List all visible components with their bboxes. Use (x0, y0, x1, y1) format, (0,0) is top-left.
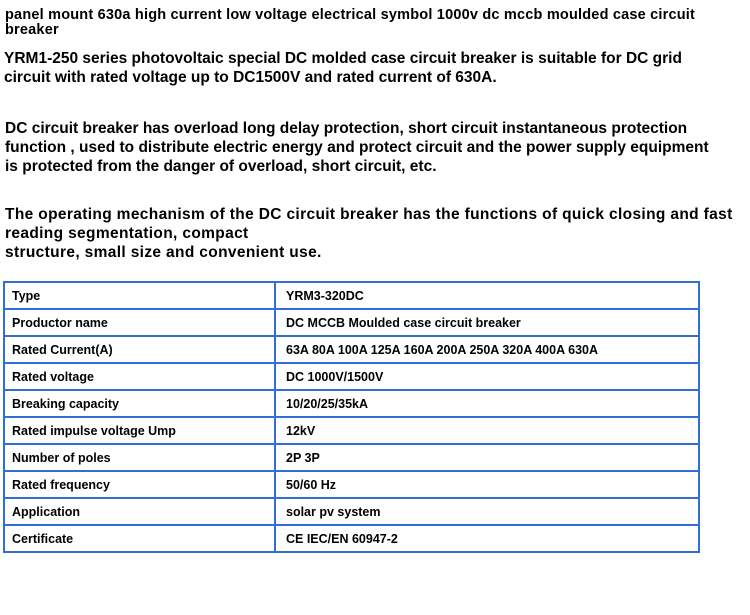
paragraph-line: structure, small size and convenient use. (5, 244, 322, 261)
spec-table (3, 281, 700, 553)
spec-value: 50/60 Hz (275, 471, 699, 498)
spec-label: Productor name (4, 309, 275, 336)
spec-value: 63A 80A 100A 125A 160A 200A 250A 320A 400A 630A (275, 336, 699, 363)
spec-label: Rated frequency (4, 471, 275, 498)
protection-paragraph (5, 119, 747, 176)
spec-label: Type (4, 282, 275, 309)
spec-value: YRM3-320DC (275, 282, 699, 309)
table-row (4, 336, 699, 363)
table-row (4, 417, 699, 444)
spec-value: 10/20/25/35kA (275, 390, 699, 417)
paragraph-line: is protected from the danger of overload, short circuit, etc. (5, 158, 437, 175)
table-row (4, 363, 699, 390)
table-row (4, 525, 699, 552)
spec-label: Rated voltage (4, 363, 275, 390)
spec-label: Certificate (4, 525, 275, 552)
spec-label: Rated Current(A) (4, 336, 275, 363)
spec-label: Rated impulse voltage Ump (4, 417, 275, 444)
table-row (4, 471, 699, 498)
table-row (4, 309, 699, 336)
paragraph-line: circuit with rated voltage up to DC1500V and rated current of 630A. (4, 69, 497, 86)
table-row (4, 390, 699, 417)
spec-label: Breaking capacity (4, 390, 275, 417)
spec-value: 12kV (275, 417, 699, 444)
spec-value: 2P 3P (275, 444, 699, 471)
spec-value: solar pv system (275, 498, 699, 525)
paragraph-line: DC circuit breaker has overload long delay protection, short circuit instantaneous protection (5, 120, 688, 137)
table-row (4, 444, 699, 471)
mechanism-paragraph (5, 205, 747, 262)
spec-label: Application (4, 498, 275, 525)
paragraph-line: The operating mechanism of the DC circuit breaker has the functions of quick closing and fast (5, 206, 733, 223)
spec-label: Number of poles (4, 444, 275, 471)
intro-paragraph (4, 49, 746, 87)
page-title: panel mount 630a high current low voltage electrical symbol 1000v dc mccb moulded case circuit breaker (5, 7, 696, 38)
spec-value: DC 1000V/1500V (275, 363, 699, 390)
spec-value: CE IEC/EN 60947-2 (275, 525, 699, 552)
table-row (4, 282, 699, 309)
paragraph-line: function , used to distribute electric energy and protect circuit and the power supply equipment (5, 139, 709, 156)
spec-value: DC MCCB Moulded case circuit breaker (275, 309, 699, 336)
paragraph-line: YRM1-250 series photovoltaic special DC molded case circuit breaker is suitable for DC grid (4, 50, 682, 67)
paragraph-line: reading segmentation, compact (5, 225, 249, 242)
table-row (4, 498, 699, 525)
